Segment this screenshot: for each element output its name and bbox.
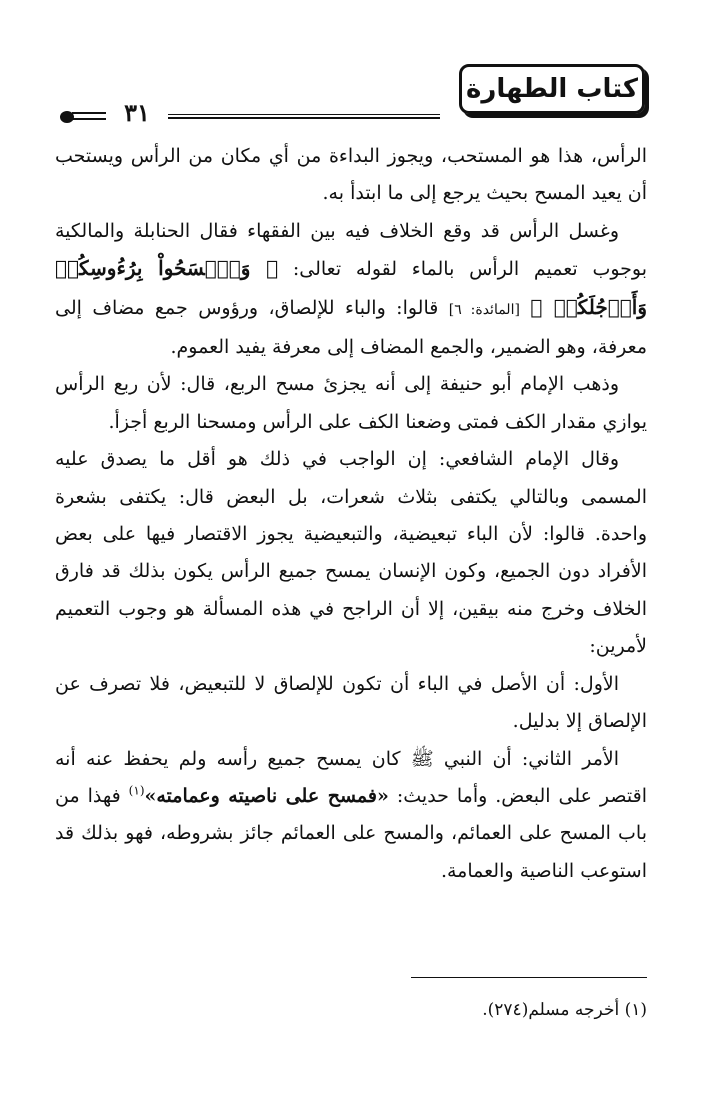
header-ornament-line	[72, 112, 106, 120]
chapter-title-box	[459, 64, 645, 114]
paragraph-4: وقال الإمام الشافعي: إن الواجب في ذلك هو أقل ما يصدق عليه المسمى وبالتالي يكتفى بثلاث شعرات، بل البعض قال: يكتفى بشعرة واحدة. قالوا: لأن الباء تبعيضية، والتبعيضية يجوز الاقتصار فيها على بعض الأفراد دون الجميع، وكون الإنسان يمسح جميع الرأس يكون بذلك قد فارق الخلاف وخرج منه بيقين، إلا أن الراجح في هذه المسألة هو وجوب التعميم لأمرين:	[55, 448, 647, 658]
hadith-quote: «فمسح على ناصيته وعمامته»	[144, 784, 389, 807]
header-rule	[168, 114, 440, 119]
paragraph-3: وذهب الإمام أبو حنيفة إلى أنه يجزئ مسح الربع، قال: لأن ربع الرأس يوازي مقدار الكف فمتى وضعنا الكف على الرأس ومسحنا الربع أجزأ.	[55, 373, 647, 433]
page-number: ٣١	[124, 98, 150, 127]
paragraph-2	[55, 213, 647, 367]
footnote-reference: (١)	[128, 783, 145, 798]
chapter-title: كتاب الطهارة	[466, 74, 638, 104]
paragraph-5: الأول: أن الأصل في الباء أن تكون للإلصاق لا للتبعيض، فلا تصرف عن الإلصاق إلا بدليل.	[55, 672, 647, 733]
paragraph-6-start: الأمر الثاني: أن النبي ﷺ كان يمسح جميع رأسه ولم يحفظ عنه أنه اقتصر على البعض. وأما حديث:	[55, 747, 647, 807]
header-ornament-dot	[60, 111, 74, 123]
main-text	[55, 138, 647, 890]
paragraph-2-start: وغسل الرأس قد وقع الخلاف فيه بين الفقهاء فقال الحنابلة والمالكية بوجوب تعميم الرأس بالماء لقوله تعالى:	[55, 219, 647, 281]
verse-reference: [المائدة: ٦]	[448, 301, 520, 318]
paragraph-1: الرأس، هذا هو المستحب، ويجوز البداءة من أي مكان من الرأس ويستحب أن يعيد المسح بحيث يرجع إلى ما ابتدأ به.	[55, 145, 647, 205]
paragraph-2-end: قالوا: والباء للإلصاق، ورؤوس جمع مضاف إلى معرفة، وهو الضمير، والجمع المضاف إلى معرفة يفيد العموم.	[55, 296, 647, 359]
footnote-separator	[411, 977, 647, 978]
paragraph-6-end: فهذا من باب المسح على العمائم، والمسح على العمائم جائز بشروطه، فهو بذلك قد استوعب الناصية والعمامة.	[55, 784, 647, 882]
footnote: (١) أخرجه مسلم(٢٧٤).	[482, 1000, 647, 1020]
paragraph-6	[55, 741, 647, 891]
quran-verse: ﴿ وَٱمۡسَحُواْ بِرُءُوسِكُمۡ وَأَرۡجُلَكُمۡ ﴾	[55, 256, 648, 319]
